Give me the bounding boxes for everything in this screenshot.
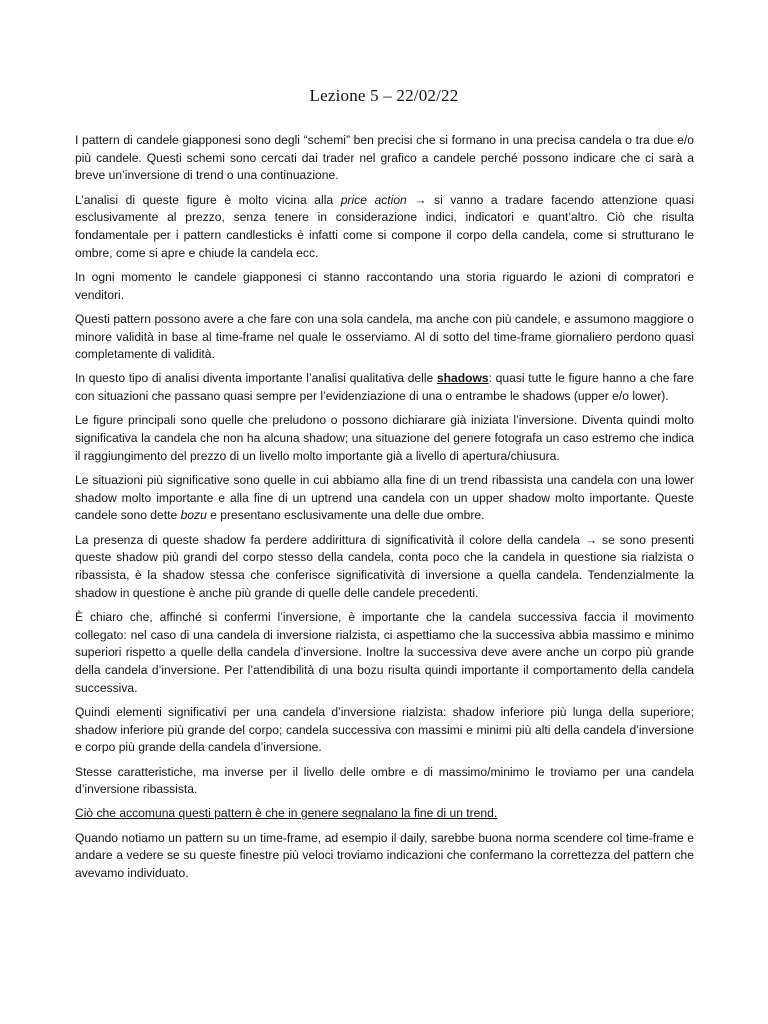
emphasis-price-action: price action — [340, 192, 407, 207]
paragraph-inverse — [75, 764, 694, 799]
paragraph-text-pre: In questo tipo di analisi diventa importante l’analisi qualitativa delle — [75, 371, 437, 386]
paragraph-intro — [75, 132, 694, 185]
paragraph-shadow-color — [75, 532, 694, 603]
paragraph-text-pre: L’analisi di queste figure è molto vicina alla — [75, 192, 341, 207]
paragraph-text: Stesse caratteristiche, ma inverse per il livello delle ombre e di massimo/minimo le troviamo per una candela d’inversione ribassista. — [75, 764, 694, 797]
paragraph-bozu — [75, 472, 694, 525]
paragraph-text: È chiaro che, affinché si confermi l’inversione, è importante che la candela successiva faccia il movimento collegato: nel caso di una candela di inversione rialzista, ci aspettiamo che la successiva abbia massimo e minimo superiori rispetto a quelle della candela d’inversione. Inoltre la successiva deve avere anche un corpo più grande della candela d’inversione. Per l’attendibilità di una bozu risulta quindi importante il comportamento della candela successiva. — [75, 609, 694, 695]
paragraph-story — [75, 269, 694, 304]
paragraph-lower-timeframe — [75, 830, 694, 883]
paragraph-text-post: → si vanno a tradare facendo attenzione quasi esclusivamente al prezzo, senza tenere in considerazione indici, indicatori e quant’altro. Ciò che risulta fondamentale per i pattern candlesticks è infatti come si compone il corpo della candela, come si strutturano le ombre, come si apre e chiude la candela ecc. — [75, 192, 694, 260]
emphasis-bozu: bozu — [180, 508, 207, 523]
emphasis-shadows: shadows — [436, 371, 489, 386]
paragraph-shadows — [75, 370, 694, 405]
paragraph-text: Quindi elementi significativi per una candela d’inversione rialzista: shadow inferiore più lunga della superiore; shadow inferiore più grande del corpo; candela successiva con massimi e minimi più alti della candela d’inversione e corpo più grande della candela d’inversione. — [75, 704, 694, 755]
paragraph-text-post: e presentano esclusivamente una delle due ombre. — [206, 508, 485, 523]
underlined-statement: Ciò che accomuna questi pattern è che in genere segnalano la fine di un trend. — [75, 806, 498, 821]
paragraph-text: I pattern di candele giapponesi sono degli “schemi” ben precisi che si formano in una precisa candela o tra due e/o più candele. Questi schemi sono cercati dai trader nel grafico a candele perché possono indicare che ci sarà a breve un’inversione di trend o una continuazione. — [75, 133, 694, 183]
paragraph-confirmation — [75, 609, 694, 698]
paragraph-text-post: : quasi tutte le figure hanno a che fare con situazioni che passano quasi sempre per l’evidenziazione di una o entrambe le shadows (upper e/o lower). — [75, 371, 694, 404]
paragraph-timeframe — [75, 311, 694, 364]
paragraph-text-pre: Le situazioni più significative sono quelle in cui abbiamo alla fine di un trend ribassista una candela con una lower shadow molto importante e alla fine di un uptrend una candela con un upper shadow molto importante. Queste candele sono dette — [75, 472, 694, 523]
document-body — [75, 132, 694, 889]
paragraph-text: In ogni momento le candele giapponesi ci stanno raccontando una storia riguardo le azioni di compratori e venditori. — [75, 269, 694, 302]
paragraph-trend-end — [75, 805, 694, 823]
paragraph-elements — [75, 704, 694, 757]
paragraph-main-figures — [75, 412, 694, 465]
paragraph-text: La presenza di queste shadow fa perdere addirittura di significatività il colore della candela → se sono presenti queste shadow più grandi del corpo stesso della candela, conta poco che la candela in questione sia rialzista o ribassista, è la shadow stessa che conferisce significatività di inversione a quella candela. Tendenzialmente la shadow in questione è anche più grande di quelle delle candele precedenti. — [75, 532, 694, 600]
paragraph-text: Quando notiamo un pattern su un time-frame, ad esempio il daily, sarebbe buona norma scendere col time-frame e andare a vedere se su queste finestre più veloci troviamo indicazioni che confermano la correttezza del pattern che avevamo individuato. — [75, 830, 694, 881]
paragraph-price-action — [75, 192, 694, 263]
paragraph-text: Questi pattern possono avere a che fare con una sola candela, ma anche con più candele, e assumono maggiore o minore validità in base al time-frame nel quale le osserviamo. Al di sotto del time-frame giornaliero perdono quasi completamente di validità. — [75, 311, 694, 362]
page-title: Lezione 5 – 22/02/22 — [309, 86, 459, 105]
paragraph-text: Le figure principali sono quelle che preludono o possono dichiarare già iniziata l’inversione. Diventa quindi molto significativa la candela che non ha alcuna shadow; una situazione del genere fotografa un caso estremo che indica il raggiungimento del prezzo di un livello molto importante già a livello di apertura/chiusura. — [75, 413, 694, 463]
